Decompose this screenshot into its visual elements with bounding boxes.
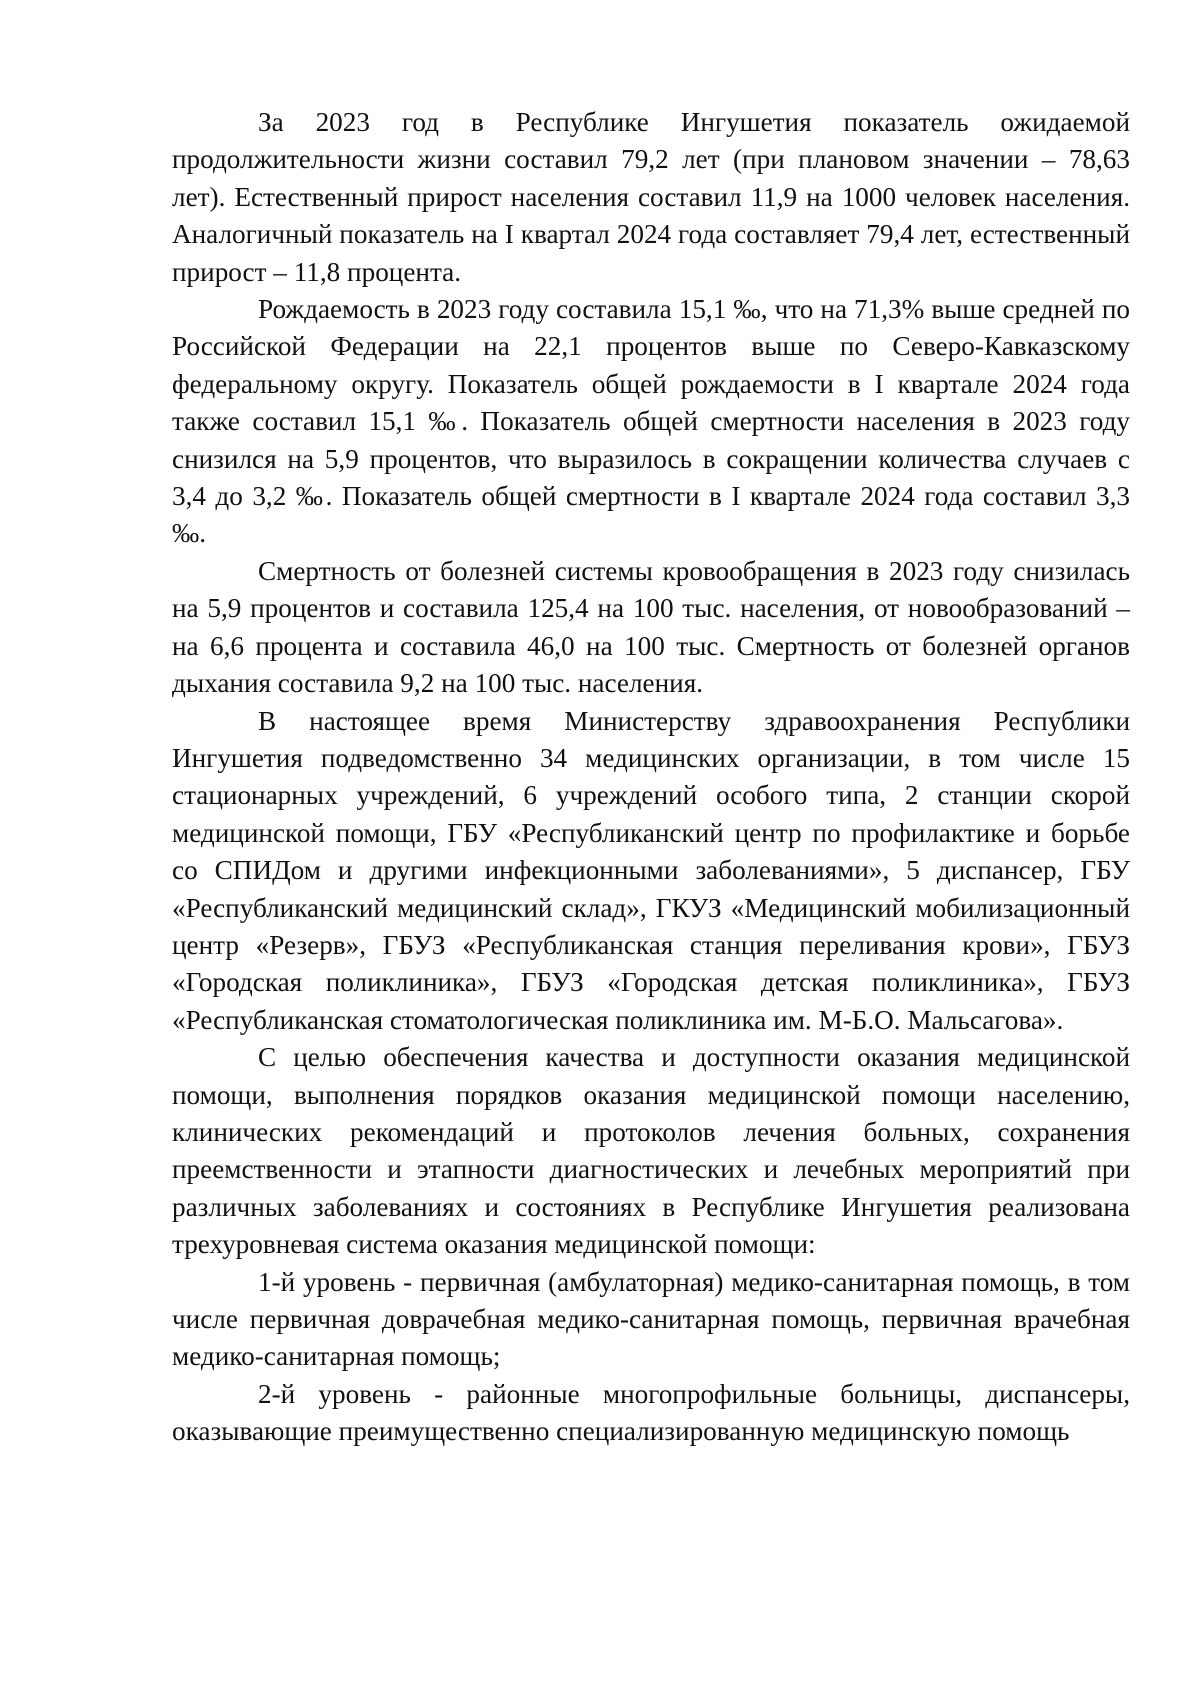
paragraph-birth-death-rates: Рождаемость в 2023 году составила 15,1 ‰, что на 71,3% выше средней по Российской Федерации на 22,1 процентов выше по Северо-Кавказскому федеральному округу. Показатель общей рождаемости в I квартале 2024 года также составил 15,1 ‰. Показатель общей смертности населения в 2023 году снизился на 5,9 процентов, что выразилось в сокращении количества случаев с 3,4 до 3,2 ‰. Показатель общей смертности в I квартале 2024 года составил 3,3 ‰. <box>172 294 1130 549</box>
paragraph-mortality-causes: Смертность от болезней системы кровообращения в 2023 году снизилась на 5,9 процентов и составила 125,4 на 100 тыс. населения, от новообразований – на 6,6 процента и составила 46,0 на 100 тыс. Смертность от болезней органов дыхания составила 9,2 на 100 тыс. населения. <box>172 555 1130 699</box>
paragraph-level-1: 1-й уровень - первичная (амбулаторная) медико-санитарная помощь, в том числе первичная доврачебная медико-санитарная помощь, первичная врачебная медико-санитарная помощь; <box>172 1266 1130 1372</box>
paragraph-three-level-system: С целью обеспечения качества и доступности оказания медицинской помощи, выполнения порядков оказания медицинской помощи населению, клинических рекомендаций и протоколов лечения больных, сохранения преемственности и этапности диагностических и лечебных мероприятий при различных заболеваниях и состояниях в Республике Ингушетия реализована трехуровневая система оказания медицинской помощи: <box>172 1042 1130 1260</box>
paragraph-life-expectancy: За 2023 год в Республике Ингушетия показатель ожидаемой продолжительности жизни составил 79,2 лет (при плановом значении – 78,63 лет). Естественный прирост населения составил 11,9 на 1000 человек населения. Аналогичный показатель на I квартал 2024 года составляет 79,4 лет, естественный прирост – 11,8 процента. <box>172 107 1130 287</box>
paragraph-medical-organizations: В настоящее время Министерству здравоохранения Республики Ингушетия подведомственно 34 медицинских организации, в том числе 15 стационарных учреждений, 6 учреждений особого типа, 2 станции скорой медицинской помощи, ГБУ «Республиканский центр по профилактике и борьбе со СПИДом и другими инфекционными заболеваниями», 5 диспансер, ГБУ «Республиканский медицинский склад», ГКУЗ «Медицинский мобилизационный центр «Резерв», ГБУЗ «Республиканская станция переливания крови», ГБУЗ «Городская поликлиника», ГБУЗ «Городская детская поликлиника», ГБУЗ «Республиканская стоматологическая поликлиника им. М-Б.О. Мальсагова». <box>172 705 1130 1035</box>
document-page <box>172 104 1130 1451</box>
paragraph-level-2: 2-й уровень - районные многопрофильные больницы, диспансеры, оказывающие преимущественно специализированную медицинскую помощь <box>172 1378 1130 1447</box>
